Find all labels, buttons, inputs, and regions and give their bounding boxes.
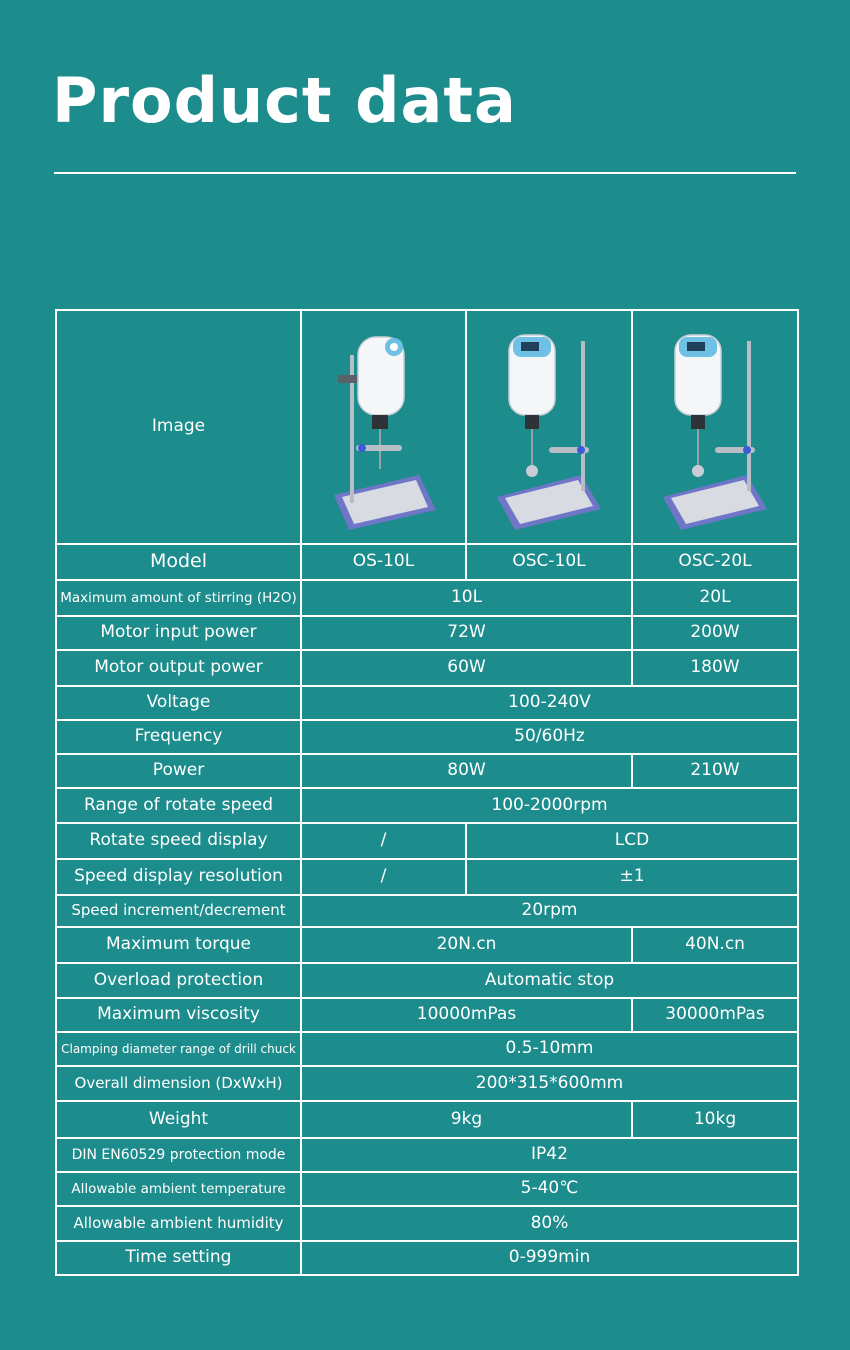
row-label: Allowable ambient temperature [56, 1172, 301, 1206]
row-label: Range of rotate speed [56, 788, 301, 823]
row-label: Rotate speed display [56, 823, 301, 859]
cell-value: 180W [632, 650, 798, 686]
cell-value: 5-40℃ [301, 1172, 798, 1206]
table-row [56, 859, 798, 895]
page-title: Product data [52, 64, 517, 137]
row-label: Model [56, 544, 301, 580]
cell-value: 0.5-10mm [301, 1032, 798, 1066]
cell-value: 20rpm [301, 895, 798, 927]
spec-table [55, 309, 799, 1276]
cell-value: 20L [632, 580, 798, 616]
cell-value: ±1 [466, 859, 798, 895]
image-row [56, 310, 798, 544]
cell-value: 30000mPas [632, 998, 798, 1032]
cell-value: 10kg [632, 1101, 798, 1138]
cell-value: / [301, 823, 466, 859]
table-row [56, 754, 798, 788]
table-row [56, 895, 798, 927]
product-image-osc-10l [466, 310, 632, 544]
cell-value: 200W [632, 616, 798, 650]
row-label: Power [56, 754, 301, 788]
row-label: Time setting [56, 1241, 301, 1275]
row-label: Clamping diameter range of drill chuck [56, 1032, 301, 1066]
table-row [56, 998, 798, 1032]
table-row [56, 1138, 798, 1172]
cell-value: 80% [301, 1206, 798, 1241]
stirrer-lcd-large-icon [655, 325, 775, 530]
cell-value: 0-999min [301, 1241, 798, 1275]
row-label: Voltage [56, 686, 301, 720]
cell-value: OS-10L [301, 544, 466, 580]
table-row [56, 686, 798, 720]
image-label: Image [56, 310, 301, 544]
title-divider [54, 172, 796, 174]
cell-value: 100-2000rpm [301, 788, 798, 823]
cell-value: 210W [632, 754, 798, 788]
table-row [56, 1066, 798, 1101]
row-label: Weight [56, 1101, 301, 1138]
table-row [56, 544, 798, 580]
table-row [56, 1206, 798, 1241]
row-label: Motor input power [56, 616, 301, 650]
row-label: Overload protection [56, 963, 301, 998]
cell-value: 10L [301, 580, 632, 616]
cell-value: 40N.cn [632, 927, 798, 963]
cell-value: OSC-10L [466, 544, 632, 580]
cell-value: 9kg [301, 1101, 632, 1138]
cell-value: 72W [301, 616, 632, 650]
table-row [56, 580, 798, 616]
cell-value: 60W [301, 650, 632, 686]
row-label: Speed display resolution [56, 859, 301, 895]
cell-value: Automatic stop [301, 963, 798, 998]
row-label: DIN EN60529 protection mode [56, 1138, 301, 1172]
row-label: Maximum amount of stirring (H2O) [56, 580, 301, 616]
row-label: Frequency [56, 720, 301, 754]
cell-value: 200*315*600mm [301, 1066, 798, 1101]
table-row [56, 650, 798, 686]
stirrer-lcd-icon [489, 325, 609, 530]
row-label: Maximum torque [56, 927, 301, 963]
table-row [56, 616, 798, 650]
table-row [56, 788, 798, 823]
cell-value: LCD [466, 823, 798, 859]
cell-value: 20N.cn [301, 927, 632, 963]
row-label: Motor output power [56, 650, 301, 686]
row-label: Speed increment/decrement [56, 895, 301, 927]
table-row [56, 720, 798, 754]
row-label: Overall dimension (DxWxH) [56, 1066, 301, 1101]
cell-value: / [301, 859, 466, 895]
cell-value: 10000mPas [301, 998, 632, 1032]
cell-value: OSC-20L [632, 544, 798, 580]
table-row [56, 1032, 798, 1066]
cell-value: 50/60Hz [301, 720, 798, 754]
product-image-os-10l [301, 310, 466, 544]
table-row [56, 1241, 798, 1275]
stirrer-analog-icon [324, 325, 444, 530]
table-row [56, 823, 798, 859]
table-row [56, 1172, 798, 1206]
cell-value: 100-240V [301, 686, 798, 720]
cell-value: 80W [301, 754, 632, 788]
table-row [56, 1101, 798, 1138]
table-row [56, 963, 798, 998]
cell-value: IP42 [301, 1138, 798, 1172]
product-image-osc-20l [632, 310, 798, 544]
table-row [56, 927, 798, 963]
row-label: Maximum viscosity [56, 998, 301, 1032]
row-label: Allowable ambient humidity [56, 1206, 301, 1241]
